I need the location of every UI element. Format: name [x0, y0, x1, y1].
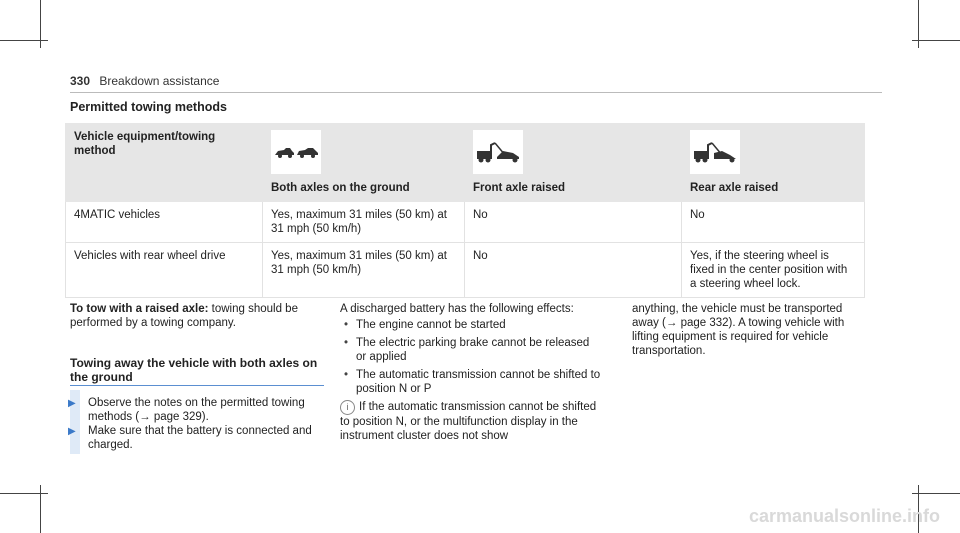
note-text: If the automatic transmission cannot be shifted to position N, or the multifunction display in the instrument cluster does not show: [340, 401, 597, 442]
header-divider: [70, 92, 882, 93]
subheading: Towing away the vehicle with both axles on the ground: [70, 356, 318, 384]
table-cell: Yes, maximum 31 miles (50 km) at 31 mph (50 km/h): [263, 243, 465, 298]
lead-text: towing should be performed by a towing company.: [70, 303, 298, 329]
header-section: Breakdown assistance: [99, 74, 220, 88]
play-arrow-icon: ▶: [68, 398, 76, 409]
table-header-cell: [682, 124, 865, 202]
step-text: Make sure that the battery is connected and charged.: [88, 425, 312, 451]
step-item: [68, 424, 324, 452]
table-row: [66, 243, 865, 298]
lead-paragraph: [70, 302, 324, 330]
column-label: Front axle raised: [473, 182, 566, 194]
column-label: Rear axle raised: [690, 182, 779, 194]
step-text: Observe the notes on the permitted towing methods (→ page 329).: [88, 397, 305, 423]
table-header-row: [66, 124, 865, 202]
table-cell: No: [465, 243, 682, 298]
crop-mark: [912, 493, 960, 494]
car-on-ground-icon: [271, 130, 321, 174]
table-cell: Yes, maximum 31 miles (50 km) at 31 mph (50 km/h): [263, 202, 465, 243]
play-arrow-icon: ▶: [68, 426, 76, 437]
table-header-cell: [465, 124, 682, 202]
section-title: Permitted towing methods: [70, 100, 227, 114]
effects-list: [340, 318, 602, 396]
transport-column: [632, 302, 864, 358]
info-icon: i: [340, 400, 355, 415]
list-item: • The electric parking brake cannot be released or applied: [340, 336, 602, 364]
list-item: • The automatic transmission cannot be shifted to position N or P: [340, 368, 602, 396]
crop-mark: [912, 40, 960, 41]
column-label: Both axles on the ground: [271, 182, 410, 194]
row-label: Vehicles with rear wheel drive: [66, 243, 263, 298]
watermark-text: carmanualsonline.info: [748, 506, 940, 526]
page-header: [70, 74, 219, 88]
effects-column: [340, 302, 602, 443]
lead-bold: To tow with a raised axle:: [70, 303, 209, 315]
step-item: [68, 396, 324, 424]
list-item: • The engine cannot be started: [340, 318, 602, 332]
crop-mark: [0, 493, 48, 494]
tow-truck-rear-raised-icon: [690, 130, 740, 174]
table-header-cell: [66, 124, 263, 202]
page-number: 330: [70, 74, 91, 88]
table-header-cell: [263, 124, 465, 202]
table-cell: No: [465, 202, 682, 243]
subheading-rule: [70, 385, 324, 386]
table-row: [66, 202, 865, 243]
info-note: [340, 400, 602, 443]
effects-intro: A discharged battery has the following effects:: [340, 303, 574, 315]
tow-truck-front-raised-icon: [473, 130, 523, 174]
table-head-col-label: Vehicle equipment/towing method: [74, 131, 216, 157]
towing-methods-table: [65, 123, 865, 298]
table-cell: No: [682, 202, 865, 243]
crop-mark: [0, 40, 48, 41]
transport-text: anything, the vehicle must be transported away (→ page 332). A towing vehicle with lifting equipment is required for vehicle transportation.: [632, 303, 845, 357]
table-cell: Yes, if the steering wheel is fixed in the center position with a steering wheel lock.: [682, 243, 865, 298]
row-label: 4MATIC vehicles: [66, 202, 263, 243]
